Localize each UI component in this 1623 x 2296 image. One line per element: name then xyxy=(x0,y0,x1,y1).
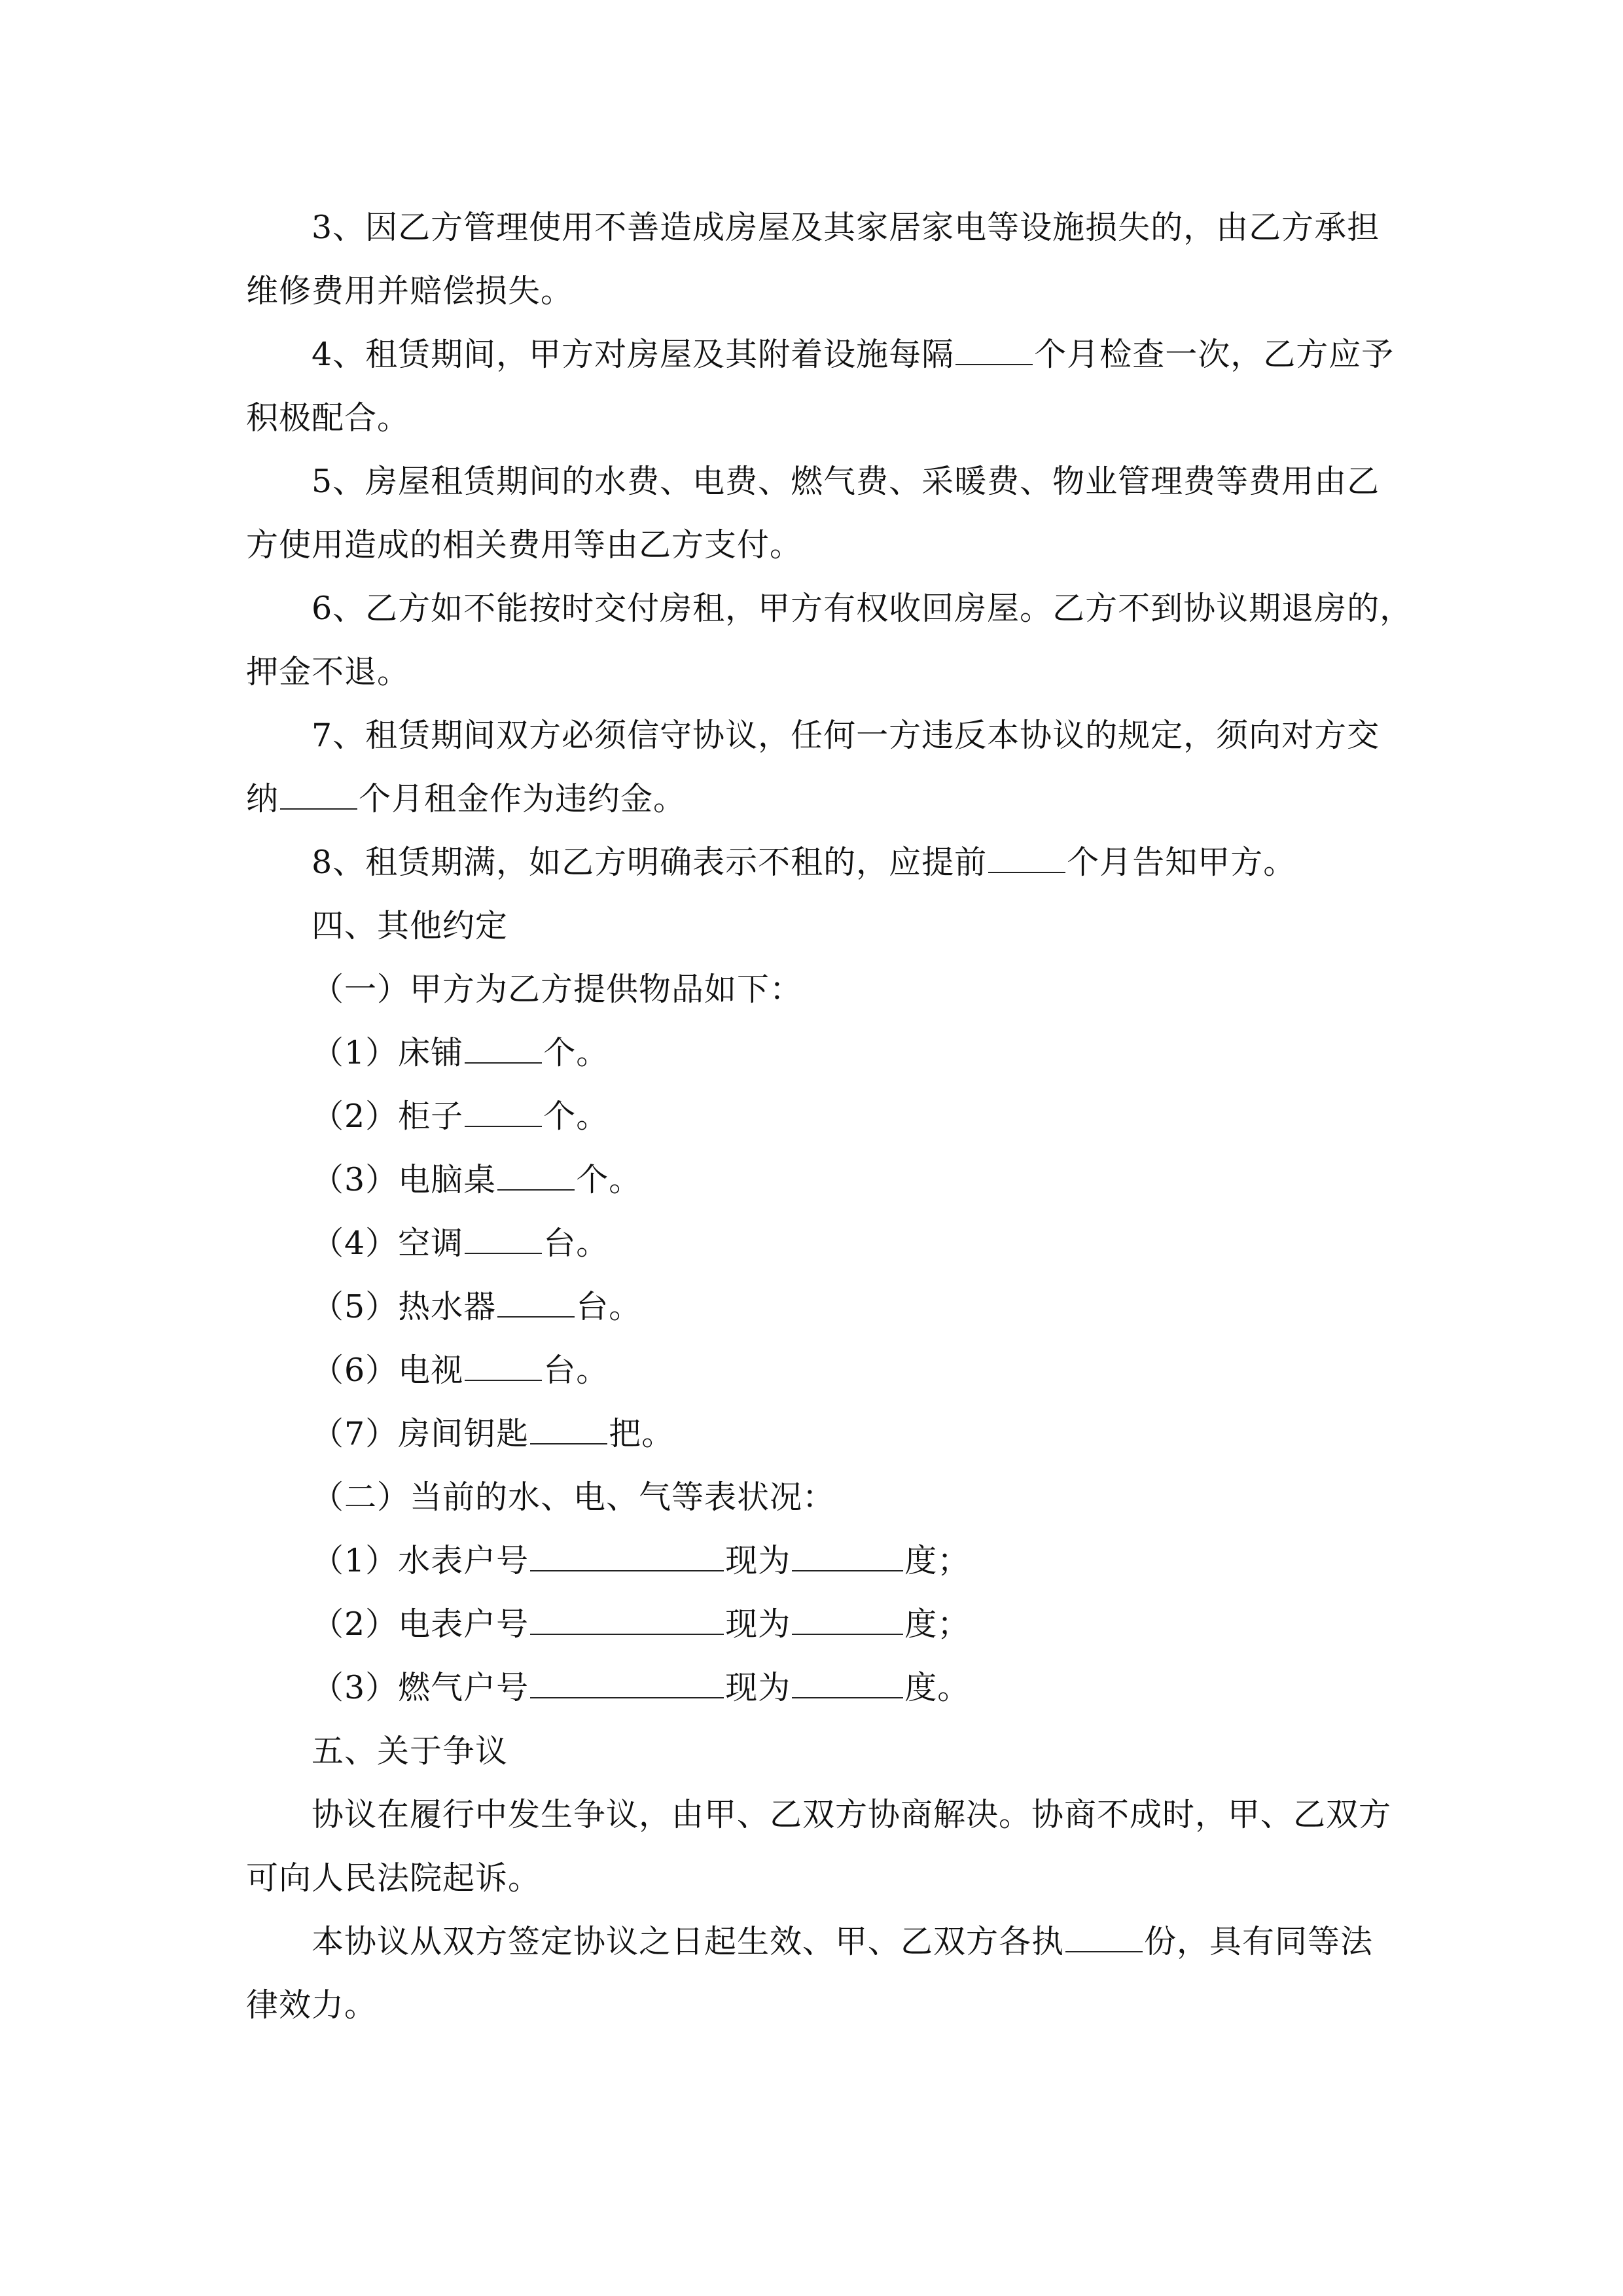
clause-7-line-2 xyxy=(246,780,686,819)
section-5-p1-line-1: 协议在履行中发生争议，由甲、乙双方协商解决。协商不成时，甲、乙双方 xyxy=(312,1796,1392,1833)
meter-mid: 现为 xyxy=(725,1669,791,1706)
fill-blank xyxy=(465,1354,542,1381)
meter-row xyxy=(312,1668,970,1708)
item-label: （5）热水器 xyxy=(312,1288,497,1325)
section-5-p2-line-1 xyxy=(312,1922,1373,1962)
fill-blank xyxy=(530,1544,724,1571)
fill-blank xyxy=(530,1607,724,1635)
fill-blank xyxy=(1065,1925,1143,1952)
section-5-p1-line-2: 可向人民法院起诉。 xyxy=(246,1859,541,1897)
clause-3-line-2: 维修费用并赔偿损失。 xyxy=(246,272,574,310)
fill-blank xyxy=(465,1227,542,1254)
section-5-heading: 五、关于争议 xyxy=(312,1732,508,1770)
item-label: （7）房间钥匙 xyxy=(312,1415,529,1452)
fill-blank xyxy=(792,1671,903,1698)
item-label: （4）空调 xyxy=(312,1225,464,1262)
fill-blank xyxy=(280,782,357,810)
section-4-sub2: （二）当前的水、电、气等表状况： xyxy=(312,1479,836,1516)
item-row xyxy=(312,1287,641,1327)
meter-end: 度； xyxy=(904,1542,971,1579)
meter-row xyxy=(312,1541,970,1581)
section-5-p2-text-a: 本协议从双方签定协议之日起生效、甲、乙双方各执 xyxy=(312,1923,1065,1960)
meter-end: 度。 xyxy=(904,1669,971,1706)
item-unit: 台。 xyxy=(543,1225,609,1262)
clause-4-text-a: 4、租赁期间，甲方对房屋及其附着设施每隔 xyxy=(312,336,955,373)
item-unit: 个。 xyxy=(543,1034,609,1071)
fill-blank xyxy=(530,1417,607,1444)
fill-blank xyxy=(792,1544,903,1571)
meter-label: （3）燃气户号 xyxy=(312,1669,529,1706)
clause-7-text-a: 纳 xyxy=(246,780,279,817)
meter-label: （2）电表户号 xyxy=(312,1605,529,1643)
fill-blank xyxy=(792,1607,903,1635)
item-label: （2）柜子 xyxy=(312,1098,464,1135)
fill-blank xyxy=(530,1671,724,1698)
clause-5-line-1: 5、房屋租赁期间的水费、电费、燃气费、采暖费、物业管理费等费用由乙 xyxy=(312,463,1380,500)
item-label: （1）床铺 xyxy=(312,1034,464,1071)
meter-row xyxy=(312,1605,970,1644)
clause-7-line-1: 7、租赁期间双方必须信守协议，任何一方违反本协议的规定，须向对方交 xyxy=(312,717,1380,754)
item-unit: 个。 xyxy=(543,1098,609,1135)
meter-end: 度； xyxy=(904,1605,971,1643)
fill-blank xyxy=(465,1100,542,1127)
clause-8-text-a: 8、租赁期满，如乙方明确表示不租的，应提前 xyxy=(312,844,988,881)
section-4-heading: 四、其他约定 xyxy=(312,907,508,944)
item-label: （6）电视 xyxy=(312,1352,464,1389)
clause-4-line-1 xyxy=(312,335,1394,374)
item-row xyxy=(312,1033,609,1073)
clause-4-line-2: 积极配合。 xyxy=(246,399,410,437)
clause-6-line-2: 押金不退。 xyxy=(246,653,410,691)
item-row xyxy=(312,1160,641,1200)
item-row xyxy=(312,1414,674,1454)
clause-6-line-1: 6、乙方如不能按时交付房租，甲方有权收回房屋。乙方不到协议期退房的， xyxy=(312,590,1413,627)
fill-blank xyxy=(465,1036,542,1064)
clause-3-line-1: 3、因乙方管理使用不善造成房屋及其家居家电等设施损失的，由乙方承担 xyxy=(312,209,1380,246)
item-unit: 台。 xyxy=(543,1352,609,1389)
meter-mid: 现为 xyxy=(725,1605,791,1643)
fill-blank xyxy=(955,338,1033,365)
clause-5-line-2: 方使用造成的相关费用等由乙方支付。 xyxy=(246,526,803,564)
item-row xyxy=(312,1097,609,1136)
item-unit: 把。 xyxy=(609,1415,675,1452)
item-label: （3）电脑桌 xyxy=(312,1161,497,1198)
section-5-p2-text-b: 份，具有同等法 xyxy=(1144,1923,1374,1960)
section-5-p2-line-2: 律效力。 xyxy=(246,1986,378,2024)
item-row xyxy=(312,1224,609,1263)
clause-8-line xyxy=(312,843,1296,882)
clause-8-text-b: 个月告知甲方。 xyxy=(1067,844,1296,881)
item-unit: 台。 xyxy=(576,1288,642,1325)
fill-blank xyxy=(497,1290,575,1318)
meter-label: （1）水表户号 xyxy=(312,1542,529,1579)
fill-blank xyxy=(497,1163,575,1191)
section-4-sub1: （一）甲方为乙方提供物品如下： xyxy=(312,971,803,1008)
meter-mid: 现为 xyxy=(725,1542,791,1579)
item-unit: 个。 xyxy=(576,1161,642,1198)
fill-blank xyxy=(988,846,1065,873)
clause-7-text-b: 个月租金作为违约金。 xyxy=(359,780,687,817)
item-row xyxy=(312,1351,609,1390)
clause-4-text-b: 个月检查一次，乙方应予 xyxy=(1034,336,1395,373)
